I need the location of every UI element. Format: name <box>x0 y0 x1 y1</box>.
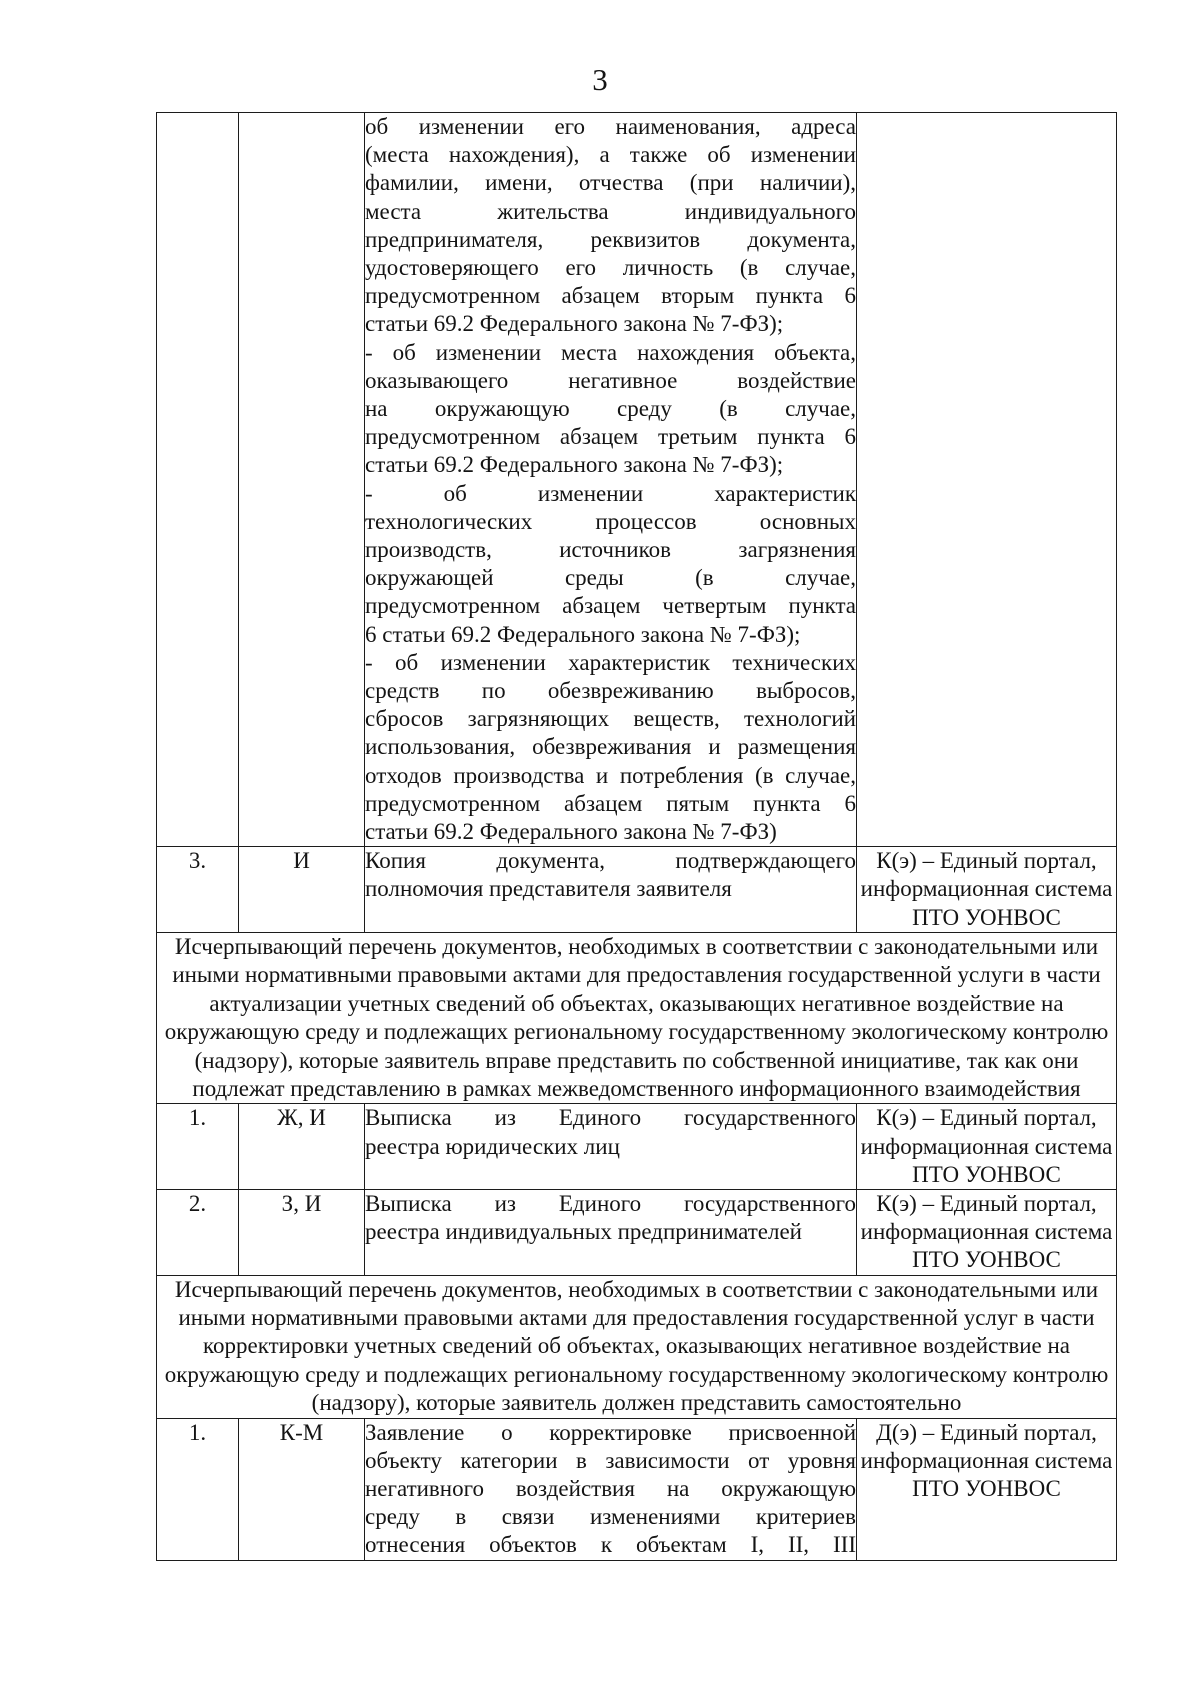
description-line: - об изменении характеристик <box>365 480 856 506</box>
description-line: предусмотренном абзацем пятым пункта 6 <box>365 790 856 816</box>
row-number: 3. <box>157 847 239 933</box>
description-line: статьи 69.2 Федерального закона № 7-ФЗ) <box>365 819 777 845</box>
description-line: производств, источников загрязнения <box>365 537 856 563</box>
description-line: (места нахождения), а также об изменении <box>365 142 856 168</box>
description-line: удостоверяющего его личность (в случае, <box>365 255 856 281</box>
description-line: окружающей среды (в случае, <box>365 565 856 591</box>
source-cell <box>857 113 1117 847</box>
table-row-continuation <box>157 113 1117 847</box>
description-line: на окружающую среду (в случае, <box>365 396 856 422</box>
table-row-3 <box>157 847 1117 933</box>
section-header-required-documents: Исчерпывающий перечень документов, необходимых в соответствии с законодательными или иными нормативными правовыми актами для предоставления государственной услуг в части корректировки учетных сведений об объектах, оказывающих негативное воздействие на окружающую среду и подлежащих региональному государственному экологическому контролю (надзору), которые заявитель должен представить самостоятельно <box>157 1275 1117 1418</box>
description-line: - об изменении места нахождения объекта, <box>365 339 856 365</box>
document-description <box>365 1104 857 1190</box>
description-line: об изменении его наименования, адреса <box>365 114 856 139</box>
description-line: места жительства индивидуального <box>365 198 856 224</box>
documents-table <box>156 112 1117 1561</box>
description-line: реестра индивидуальных предпринимателей <box>365 1219 802 1245</box>
description-line: средств по обезвреживанию выбросов, <box>365 678 856 704</box>
section-header-row <box>157 932 1117 1103</box>
description-line: оказывающего негативное воздействие <box>365 367 856 393</box>
applicant-code: Ж, И <box>239 1104 365 1190</box>
description-line: отходов производства и потребления (в случае, <box>365 762 856 788</box>
description-line: фамилии, имени, отчества (при наличии), <box>365 170 856 196</box>
submission-source: К(э) – Единый портал, информационная система ПТО УОНВОС <box>857 1104 1117 1190</box>
row-number: 1. <box>157 1104 239 1190</box>
description-line: Копия документа, подтверждающего <box>365 848 856 874</box>
description-line: объекту категории в зависимости от уровня <box>365 1447 856 1473</box>
description-line: Заявление о корректировке присвоенной <box>365 1419 856 1445</box>
row-number: 1. <box>157 1418 239 1560</box>
table-row <box>157 1418 1117 1560</box>
submission-source: К(э) – Единый портал, информационная система ПТО УОНВОС <box>857 1189 1117 1275</box>
description-line: сбросов загрязняющих веществ, технологий <box>365 706 856 732</box>
description-line: реестра юридических лиц <box>365 1133 620 1159</box>
description-line: Выписка из Единого государственного <box>365 1105 856 1131</box>
applicant-code: З, И <box>239 1189 365 1275</box>
submission-source: Д(э) – Единый портал, информационная система ПТО УОНВОС <box>857 1418 1117 1560</box>
description-line: полномочия представителя заявителя <box>365 876 732 902</box>
section-header-optional-documents: Исчерпывающий перечень документов, необходимых в соответствии с законодательными или иными нормативными правовыми актами для предоставления государственной услуги в части актуализации учетных сведений об объектах, оказывающих негативное воздействие на окружающую среду и подлежащих региональному государственному экологическому контролю (надзору), которые заявитель вправе представить по собственной инициативе, так как они подлежат представлению в рамках межведомственного информационного взаимодействия <box>157 932 1117 1103</box>
description-line: статьи 69.2 Федерального закона № 7-ФЗ); <box>365 311 784 337</box>
section-header-row <box>157 1275 1117 1418</box>
description-line: предусмотренном абзацем третьим пункта 6 <box>365 424 856 450</box>
description-line: использования, обезвреживания и размещения <box>365 734 856 760</box>
page-number: 3 <box>592 62 608 97</box>
table-row <box>157 1104 1117 1190</box>
description-line: - об изменении характеристик технических <box>365 649 856 675</box>
description-line: предусмотренном абзацем четвертым пункта <box>365 593 856 619</box>
document-description <box>365 847 857 933</box>
table-row <box>157 1189 1117 1275</box>
applicant-code: К-М <box>239 1418 365 1560</box>
description-line: 6 статьи 69.2 Федерального закона № 7-ФЗ); <box>365 621 801 647</box>
num-cell <box>157 113 239 847</box>
document-description <box>365 1418 857 1560</box>
document-description <box>365 1189 857 1275</box>
description-line: отнесения объектов к объектам I, II, III <box>365 1532 856 1558</box>
description-line: Выписка из Единого государственного <box>365 1190 856 1216</box>
continuation-description <box>365 113 857 847</box>
description-line: среду в связи изменениями критериев <box>365 1504 856 1530</box>
description-line: предпринимателя, реквизитов документа, <box>365 226 856 252</box>
submission-source: К(э) – Единый портал, информационная система ПТО УОНВОС <box>857 847 1117 933</box>
code-cell <box>239 113 365 847</box>
applicant-code: И <box>239 847 365 933</box>
description-line: технологических процессов основных <box>365 508 856 534</box>
description-line: предусмотренном абзацем вторым пункта 6 <box>365 283 856 309</box>
row-number: 2. <box>157 1189 239 1275</box>
description-line: негативного воздействия на окружающую <box>365 1475 856 1501</box>
description-line: статьи 69.2 Федерального закона № 7-ФЗ); <box>365 452 784 478</box>
